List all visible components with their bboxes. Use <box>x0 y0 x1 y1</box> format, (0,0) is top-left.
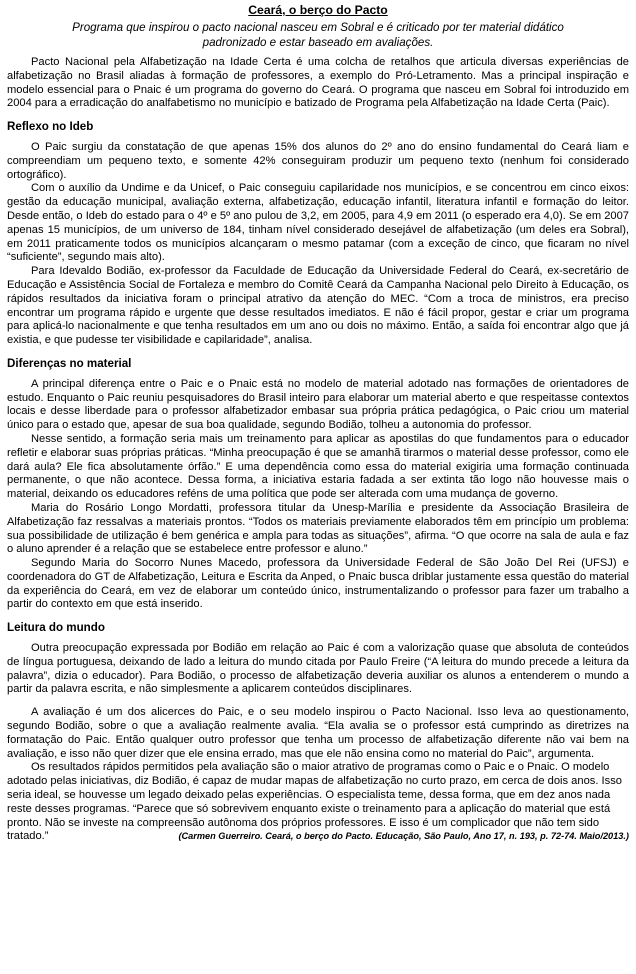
section-heading-reflexo: Reflexo no Ideb <box>7 120 94 134</box>
paragraph: Segundo Maria do Socorro Nunes Macedo, professora da Universidade Federal de São João Del Rei (UFSJ) e coordenadora do GT de Alfabetização, Leitura e Escrita da Anped, o Pnaic busca driblar justamente essa questão do material da experiência do Ceará, em vez de elaborar um conteúdo único, instrumentalizando o professor para fazer um trabalho a partir do contexto em que está inserido. <box>7 557 629 611</box>
paragraph: A avaliação é um dos alicerces do Paic, e o seu modelo inspirou o Pacto Nacional. Isso leva ao questionamento, segundo Bodião, sobre o que a avaliação realmente avalia. “Ela avalia se o professor está cumprindo as diretrizes na formatação do Paic. Então qualquer outro professor que tenha um processo de alfabetização diferente não vai bem na avaliação, e isso não quer dizer que ele ensina errado, mas que ele não ensina como no material do Paic”, argumenta. <box>7 706 629 760</box>
subtitle-line-2: padronizado e estar baseado em avaliações. <box>202 36 434 49</box>
intro-paragraph: Pacto Nacional pela Alfabetização na Idade Certa é uma colcha de retalhos que articula diversas experiências de alfabetização no Brasil aliadas à formação de professores, a exemplo do Pró-Letramento. Mas a principal inspiração e modelo essencial para o Pnaic é um programa do governo do Ceará. O programa que nasceu em Sobral foi introduzido em 2004 para a erradicação do analfabetismo no município e batizado de Programa pela Alfabetização na Idade Certa (Paic). <box>7 56 629 110</box>
paragraph: Nesse sentido, a formação seria mais um treinamento para aplicar as apostilas do que fundamentos para o educador refletir e elaborar suas próprias práticas. “Minha preocupação é que se amanhã tirarmos o material desse professor, como ele dará aula? Ele fica absolutamente órfão.” E uma dependência como essa do material exigiria uma formação continuada permanente, o que não acontece. Dessa forma, a iniciativa estaria fadada a ser extinta tão logo não houvesse mais o material, deixando os educadores reféns de uma política que pode ser alterada com uma mudança de governo. <box>7 432 629 501</box>
paragraph: Maria do Rosário Longo Mordatti, professora titular da Unesp-Marília e presidente da Associação Brasileira de Alfabetização faz ressalvas a materiais prontos. “Todos os materiais previamente elaborados têm em princípio um problema: sua possibilidade de utilização é bem genérica e ampla para todas as situações”, afirma. “O que ocorre na sala de aula e faz o aluno aprender é a relação que se estabelece entre professor e aluno.” <box>7 501 629 556</box>
paragraph: Com o auxílio da Undime e da Unicef, o Paic conseguiu capilaridade nos municípios, e se concentrou em cinco eixos: gestão da educação municipal, avaliação externa, alfabetização, educação infantil, literatura infantil e formação do leitor. Desde então, o Ideb do estado para o 4º e 5º ano pulou de 3,2, em 2005, para 4,9 em 2011 (o esperado era 4,0). Se em 2007 apenas 15 municípios, de um universo de 184, tinham nível considerado desejável de alfabetização (um deles era Sobral), em 2011 praticamente todos os municípios alcançaram o mesmo patamar (com a exceção de cinco, que ficaram no nível “suficiente”, segundo mais alto). <box>7 182 629 264</box>
paragraph: O Paic surgiu da constatação de que apenas 15% dos alunos do 2º ano do ensino fundamental do Ceará liam e compreendiam um pequeno texto, e somente 42% conseguiram produzir um pequeno texto (nenhum foi considerado ortográfico). <box>7 140 629 181</box>
citation: (Carmen Guerreiro. Ceará, o berço do Pacto. Educação, São Paulo, Ano 17, n. 193, p. 72-74. Maio/2013.) <box>178 831 629 842</box>
section-heading-diferencas: Diferenças no material <box>7 356 132 370</box>
article-title: Ceará, o berço do Pacto <box>248 3 388 17</box>
paragraph: Para Idevaldo Bodião, ex-professor da Faculdade de Educação da Universidade Federal do Ceará, ex-secretário de Educação e Assistência Social de Fortaleza e membro do Comitê Ceará da Campanha Nacional pelo Direito à Educação, os rápidos resultados da iniciativa foram o principal atrativo da atenção do MEC. “Com a troca de ministros, era preciso encontrar um programa rápido e urgente que desse resultados imediatos. E não é fácil propor, gestar e criar um programa para aplicá-lo nacionalmente e que tenha resultados em um ano ou dois no máximo. Então, a saída foi encontrar algo que já existia, e que pudesse ter visibilidade e capilaridade”, analisa. <box>7 265 629 347</box>
paragraph: A principal diferença entre o Paic e o Pnaic está no modelo de material adotado nas formações de orientadores de estudo. Enquanto o Paic reuniu pesquisadores do Brasil inteiro para elaborar um material aberto e que respeitasse contextos locais e desse liberdade para o professor alfabetizador embasar sua própria prática pedagógica, o Paic criou um material único para o estado que, apesar de sua boa qualidade, segundo Bodião, tolheu a autonomia do professor. <box>7 377 629 432</box>
final-paragraph <box>7 761 629 844</box>
article-subtitle <box>7 20 629 50</box>
paragraph: Outra preocupação expressada por Bodião em relação ao Paic é com a valorização quase que absoluta de conteúdos de língua portuguesa, deixando de lado a leitura do mundo citada por Paulo Freire (“A leitura do mundo precede a leitura da palavra”, dizia o educador). Para Bodião, o processo de alfabetização deveria auxiliar os alunos a entenderem o mundo a partir da palavra escrita, e não simplesmente a aplicarem conteúdos disciplinares. <box>7 642 629 696</box>
section-heading-leitura: Leitura do mundo <box>7 621 105 635</box>
subtitle-line-1: Programa que inspirou o pacto nacional nasceu em Sobral e é criticado por ter material didático <box>72 21 564 34</box>
paragraph-text: Os resultados rápidos permitidos pela avaliação são o maior atrativo de programas como o Paic e o Pnaic. O modelo adotado pelas iniciativas, diz Bodião, é capaz de mudar mapas de alfabetização no curto prazo, em cerca de dois anos. Isso seria ideal, se houvesse um legado deixado pelas experiências. O especialista teme, dessa forma, que em dez anos nada reste desses programas. “Parece que só sobrevivem enquanto existe o treinamento para a aplicação do material que está pronto. Não se investe na compreensão autônoma dos próprios professores. E isso é um complicador que não tem sido tratado.” <box>7 761 622 843</box>
